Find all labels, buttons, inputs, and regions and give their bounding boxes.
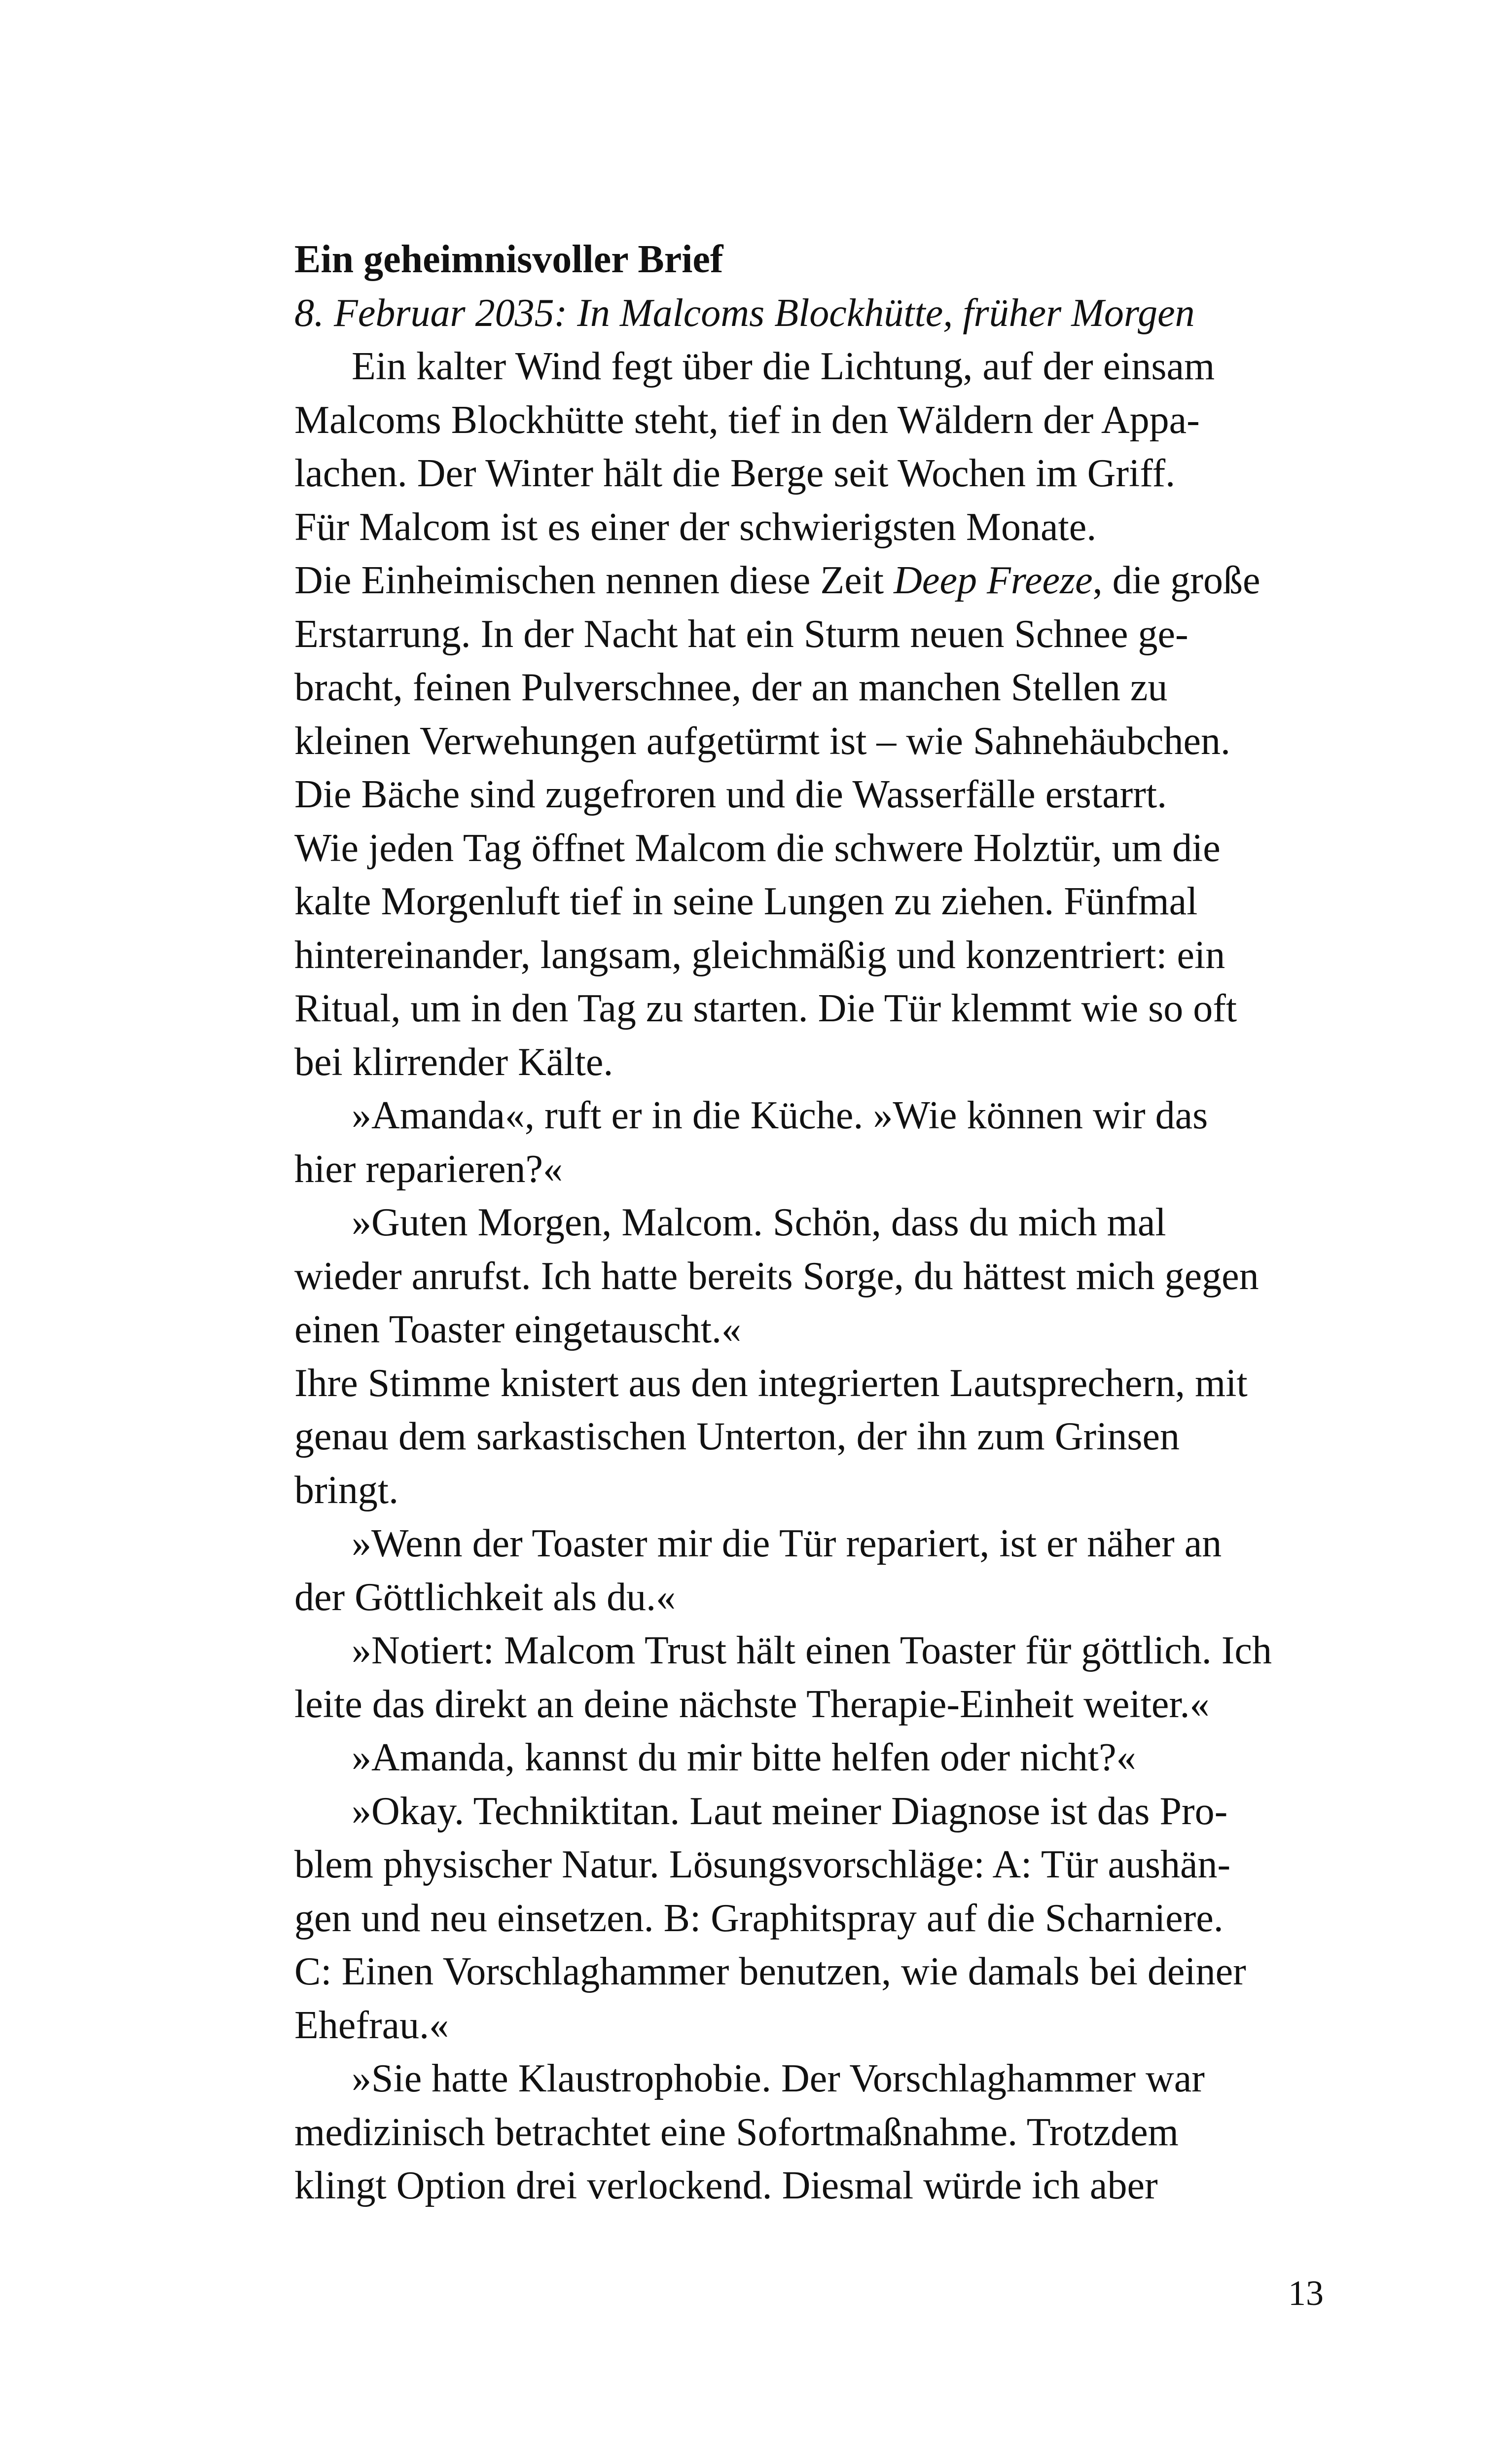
text-line: bracht, feinen Pulverschnee, der an manchen Stellen zu	[294, 666, 1168, 709]
text-line: lachen. Der Winter hält die Berge seit Wochen im Griff.	[294, 452, 1176, 495]
text-line: der Göttlichkeit als du.«	[294, 1575, 676, 1619]
text-line: C: Einen Vorschlaghammer benutzen, wie damals bei deiner	[294, 1950, 1246, 1993]
text-line: Wie jeden Tag öffnet Malcom die schwere Holztür, um die	[294, 826, 1221, 870]
text-line: Die Bäche sind zugefroren und die Wasserfälle erstarrt.	[294, 773, 1167, 816]
chapter-title: Ein geheimnisvoller Brief	[294, 238, 723, 281]
text-line-with-emphasis	[294, 554, 1360, 608]
text-line: kalte Morgenluft tief in seine Lungen zu ziehen. Fünfmal	[294, 880, 1198, 923]
text-line: »Amanda, kannst du mir bitte helfen oder nicht?«	[352, 1736, 1136, 1779]
text-line: bringt.	[294, 1468, 399, 1512]
text-line: bei klirrender Kälte.	[294, 1040, 613, 1084]
text-line: Ein kalter Wind fegt über die Lichtung, auf der einsam	[352, 345, 1215, 388]
text-line: »Amanda«, ruft er in die Küche. »Wie können wir das	[352, 1094, 1208, 1137]
emphasized-text: Deep Freeze	[894, 559, 1093, 602]
text-line: hintereinander, langsam, gleichmäßig und konzentriert: ein	[294, 933, 1225, 977]
text-line: Ehefrau.«	[294, 2003, 449, 2047]
text-line: kleinen Verwehungen aufgetürmt ist – wie Sahnehäubchen.	[294, 719, 1230, 763]
page-text	[294, 233, 1360, 2213]
text-line: Erstarrung. In der Nacht hat ein Sturm neuen Schnee ge-	[294, 612, 1188, 656]
text-line: »Guten Morgen, Malcom. Schön, dass du mich mal	[352, 1201, 1166, 1244]
text-line: Ihre Stimme knistert aus den integrierten Lautsprechern, mit	[294, 1361, 1248, 1405]
text-line: Für Malcom ist es einer der schwierigsten Monate.	[294, 505, 1097, 549]
text-line: »Notiert: Malcom Trust hält einen Toaster für göttlich. Ich	[352, 1629, 1272, 1672]
chapter-subtitle: 8. Februar 2035: In Malcoms Blockhütte, früher Morgen	[294, 291, 1195, 335]
text-line: gen und neu einsetzen. B: Graphitspray auf die Scharniere.	[294, 1896, 1224, 1940]
text-segment: , die große	[1092, 559, 1260, 602]
text-line: »Sie hatte Klaustrophobie. Der Vorschlaghammer war	[352, 2057, 1205, 2100]
page-number: 13	[1288, 2273, 1324, 2313]
text-line: hier reparieren?«	[294, 1147, 563, 1191]
text-line: leite das direkt an deine nächste Therapie-Einheit weiter.«	[294, 1682, 1210, 1726]
text-line: Ritual, um in den Tag zu starten. Die Tür klemmt wie so oft	[294, 987, 1237, 1030]
text-line: »Wenn der Toaster mir die Tür repariert, ist er näher an	[352, 1522, 1222, 1565]
text-line: Malcoms Blockhütte steht, tief in den Wäldern der Appa-	[294, 398, 1200, 442]
text-line: wieder anrufst. Ich hatte bereits Sorge, du hättest mich gegen	[294, 1254, 1259, 1298]
text-line: »Okay. Techniktitan. Laut meiner Diagnose ist das Pro-	[352, 1789, 1228, 1833]
text-line: blem physischer Natur. Lösungsvorschläge: A: Tür aushän-	[294, 1843, 1231, 1886]
text-line: genau dem sarkastischen Unterton, der ihn zum Grinsen	[294, 1415, 1180, 1458]
text-line: einen Toaster eingetauscht.«	[294, 1308, 741, 1351]
text-segment: Die Einheimischen nennen diese Zeit	[294, 559, 894, 602]
text-line: klingt Option drei verlockend. Diesmal würde ich aber	[294, 2164, 1158, 2207]
text-line: medizinisch betrachtet eine Sofortmaßnahme. Trotzdem	[294, 2110, 1179, 2154]
